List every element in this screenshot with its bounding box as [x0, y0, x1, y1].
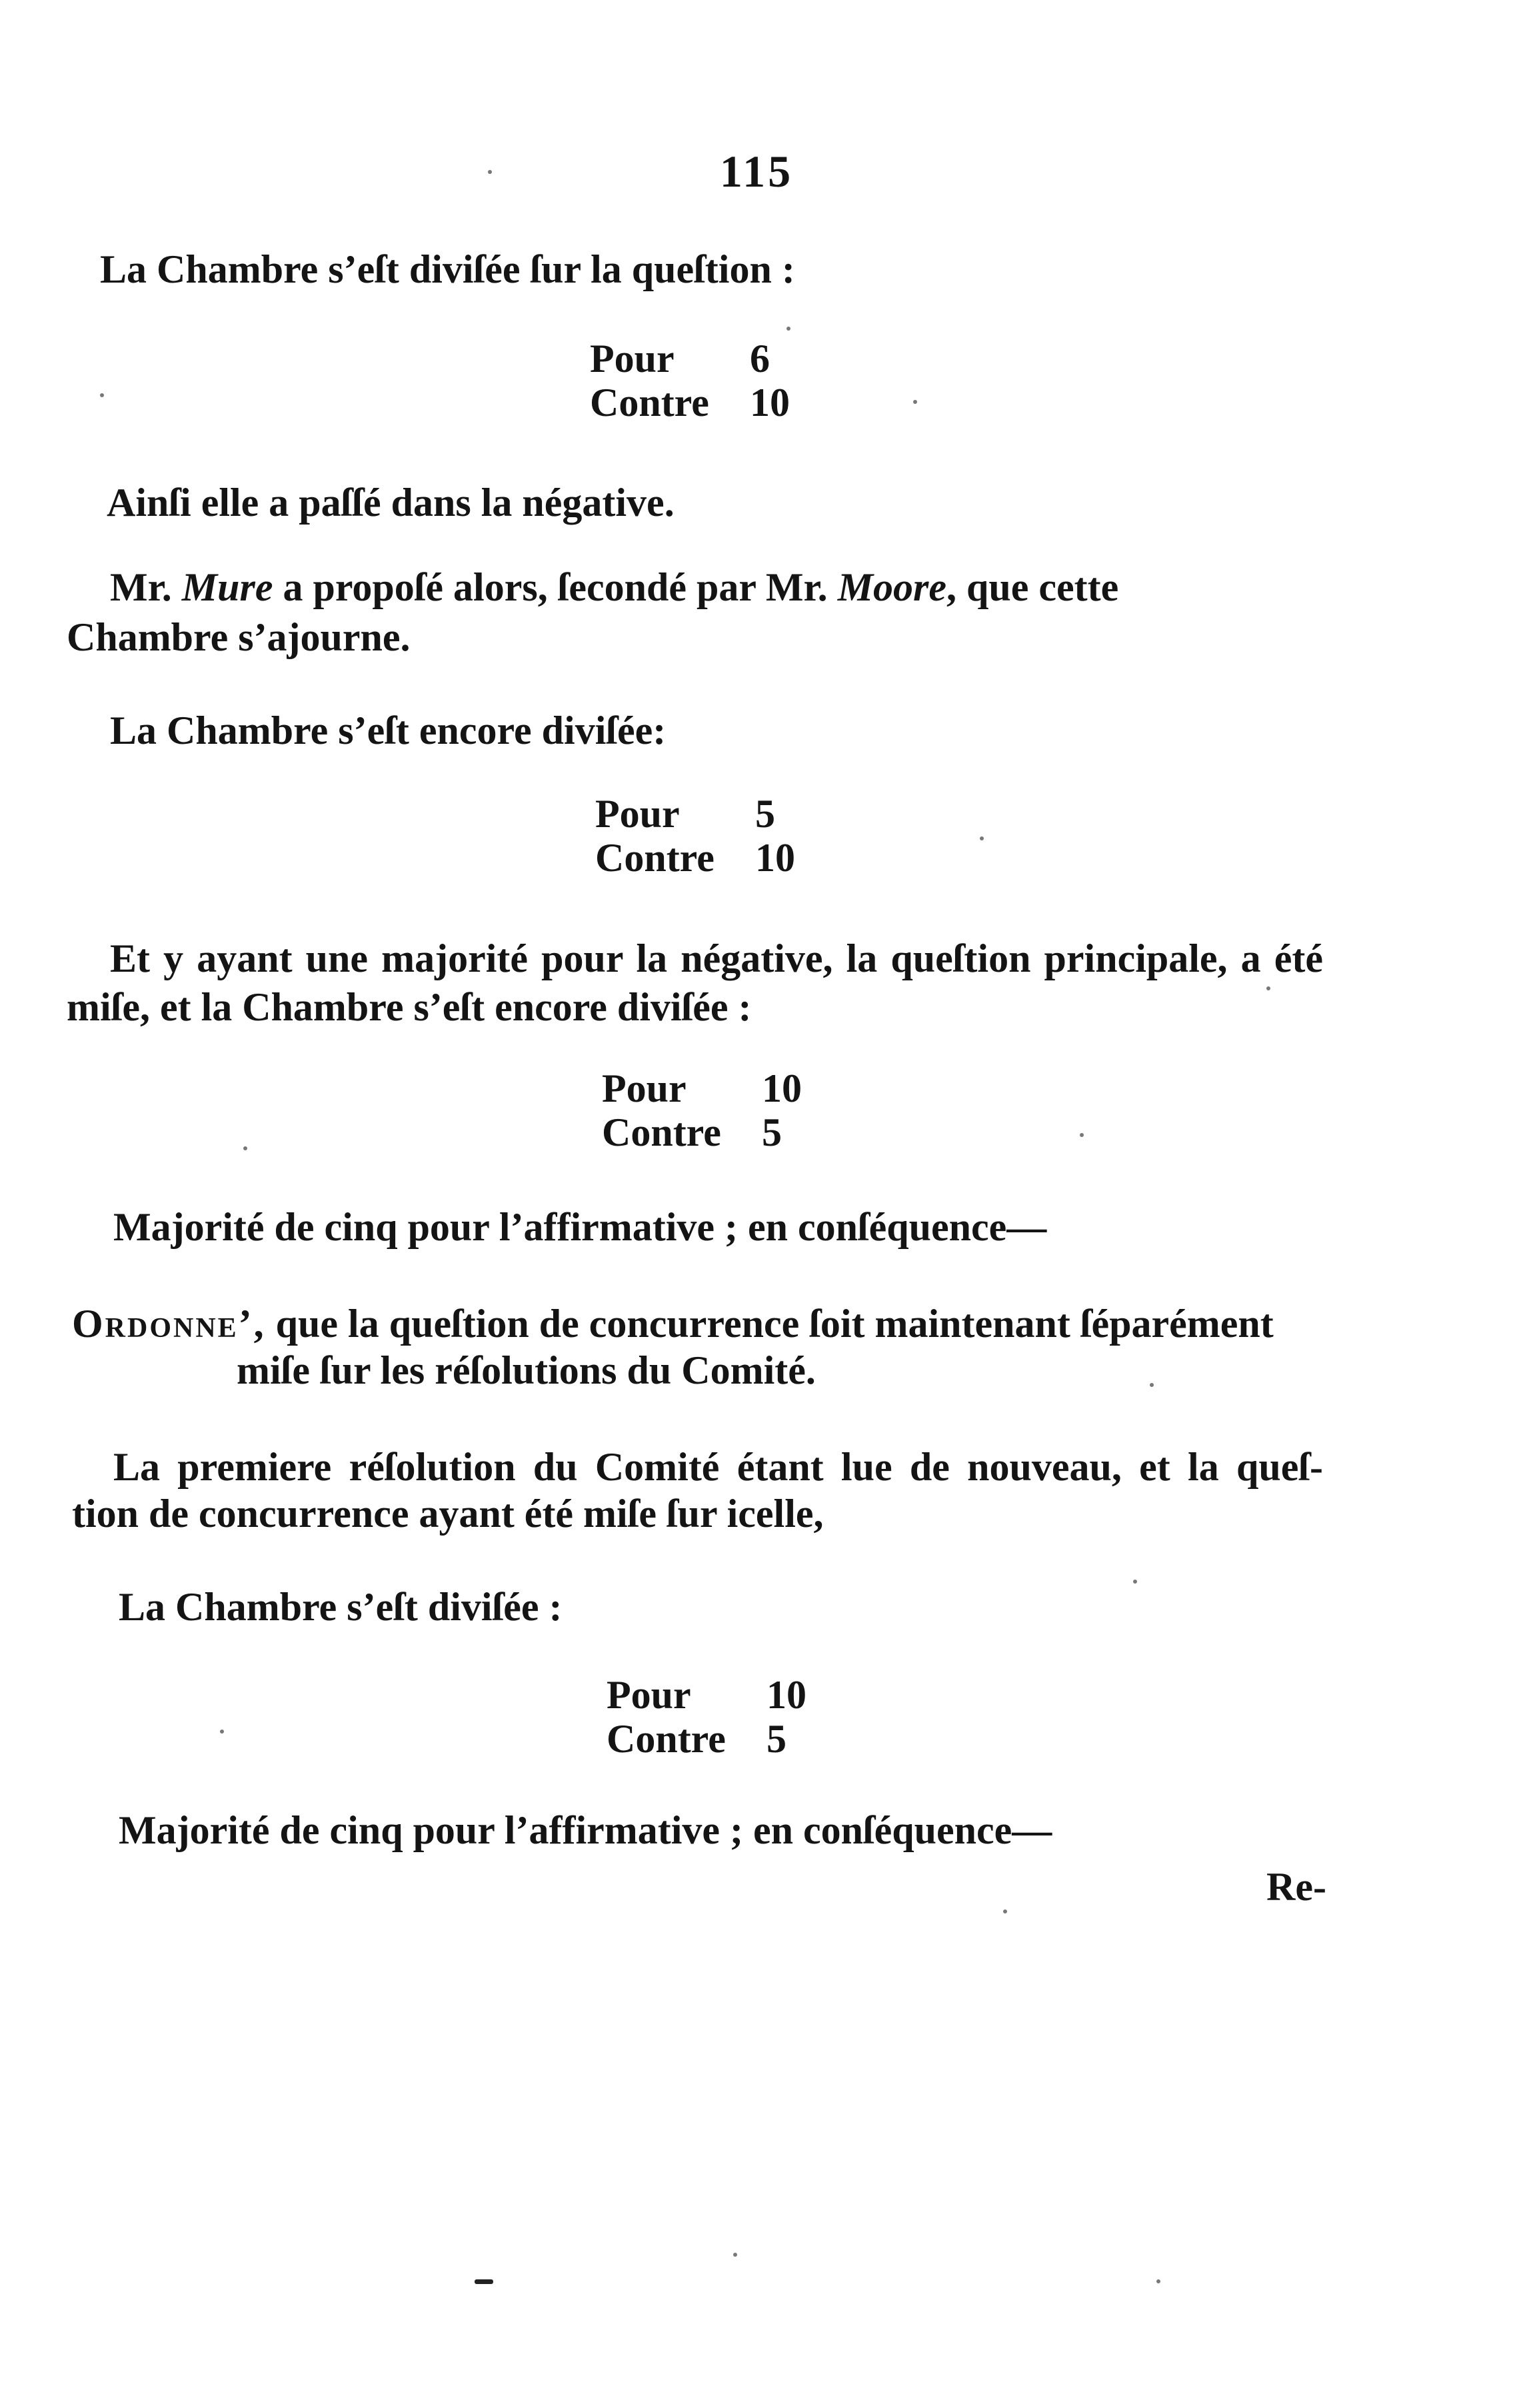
paragraph-ordonne-line2: miſe ſur les réſolutions du Comité.: [237, 1348, 816, 1392]
paragraph-negative: Ainſi elle a paſſé dans la négative.: [107, 481, 675, 525]
vote-contre-label: Contre: [602, 1110, 721, 1154]
paragraph-majority-affirmative: Majorité de cinq pour l’affirmative ; en conſéquence—: [113, 1205, 1047, 1249]
scan-speck: [1156, 2279, 1160, 2283]
paragraph-chamber-divided-2: La Chambre s’eſt diviſée :: [119, 1585, 563, 1629]
scan-speck: [980, 836, 984, 840]
vote-pour-label: Pour: [595, 792, 680, 836]
scan-mark: [475, 2279, 493, 2284]
scan-speck: [1133, 1580, 1137, 1584]
scan-speck: [913, 400, 917, 404]
paragraph-majority-line1: Et y ayant une majorité pour la négative, la queſtion principale, a été: [110, 936, 1323, 980]
paragraph-majority-line2: miſe, et la Chambre s’eſt encore diviſée :: [67, 985, 752, 1029]
vote-tally-3: [602, 1066, 815, 1154]
vote-pour-count: 10: [766, 1673, 806, 1717]
vote-contre-label: Contre: [607, 1717, 726, 1761]
vote-contre-count: 10: [750, 381, 790, 425]
vote-tally-1: [590, 337, 803, 425]
paragraph-motion-line1: Mr. Mure a propoſé alors, ſecondé par Mr. Moore, que cette: [110, 565, 1119, 609]
scan-speck: [733, 2253, 737, 2257]
vote-contre-count: 10: [755, 836, 795, 880]
scan-speck: [243, 1146, 247, 1150]
paragraph-chamber-divided: La Chambre s’eſt diviſée ſur la queſtion :: [100, 247, 795, 291]
scan-speck: [100, 393, 104, 397]
scan-speck: [1266, 986, 1270, 990]
vote-contre-count: 5: [766, 1717, 786, 1761]
paragraph-ordonne-line1: Ordonne’, que la queſtion de concurrence ſoit maintenant ſéparément: [72, 1302, 1274, 1346]
vote-pour-label: Pour: [590, 337, 675, 381]
catchword: Re-: [1266, 1865, 1326, 1909]
vote-pour-count: 10: [762, 1066, 802, 1110]
scan-speck: [786, 327, 790, 331]
scan-speck: [488, 170, 492, 174]
vote-tally-2: [595, 792, 808, 880]
member-name-mure: Mure: [181, 565, 273, 609]
scan-speck: [220, 1730, 224, 1734]
vote-contre-label: Contre: [590, 381, 709, 425]
vote-pour-count: 5: [755, 792, 775, 836]
vote-pour-label: Pour: [607, 1673, 691, 1717]
paragraph-motion-line2: Chambre s’ajourne.: [67, 615, 411, 659]
ordonne-heading: Ordonne’,: [72, 1302, 266, 1346]
paragraph-first-resolution-line2: tion de concurrence ayant été miſe ſur icelle,: [72, 1492, 824, 1536]
paragraph-first-resolution-line1: La premiere réſolution du Comité étant lue de nouveau, et la queſ-: [113, 1445, 1323, 1489]
scan-speck: [1080, 1133, 1084, 1137]
member-name-moore: Moore: [837, 565, 947, 609]
vote-pour-label: Pour: [602, 1066, 687, 1110]
vote-pour-count: 6: [750, 337, 770, 381]
paragraph-majority-affirmative-2: Majorité de cinq pour l’affirmative ; en conſéquence—: [119, 1808, 1052, 1852]
scan-speck: [1003, 1909, 1007, 1913]
page-number: 115: [719, 146, 794, 197]
vote-contre-label: Contre: [595, 836, 715, 880]
vote-contre-count: 5: [762, 1110, 782, 1154]
vote-tally-4: [607, 1673, 820, 1761]
paragraph-divided-again: La Chambre s’eſt encore diviſée:: [110, 708, 667, 752]
scan-speck: [1150, 1383, 1154, 1387]
